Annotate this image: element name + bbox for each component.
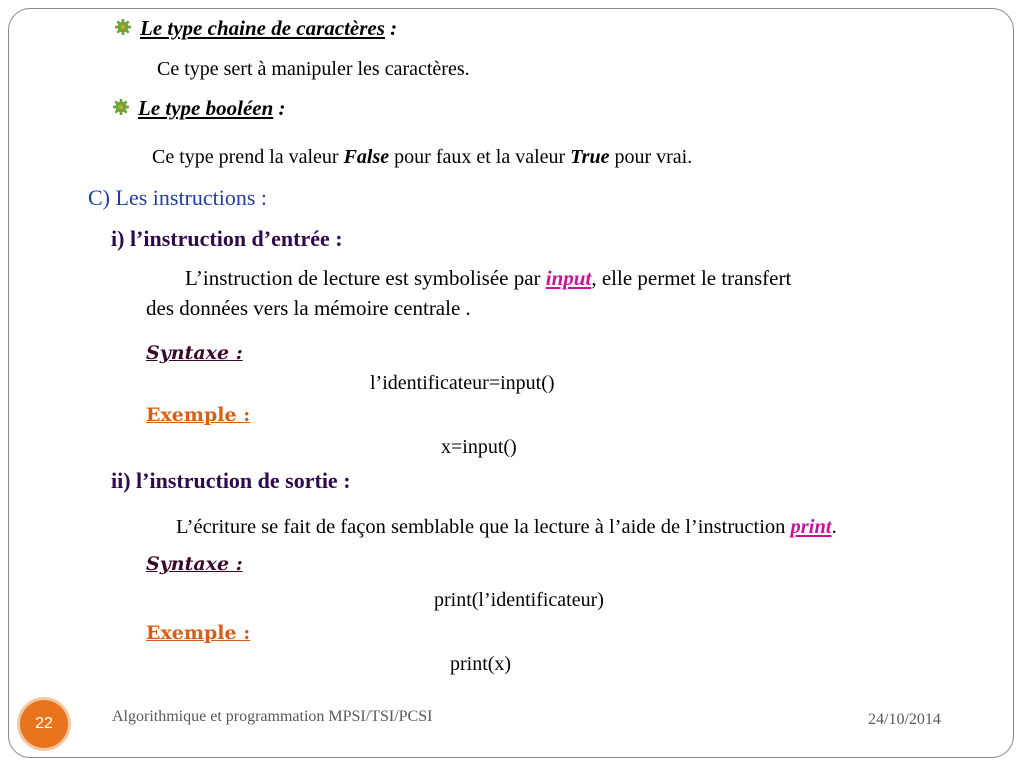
sortie-desc-part2: . bbox=[831, 516, 837, 538]
syntaxe-label-colon: : bbox=[229, 553, 243, 575]
type-booleen-desc bbox=[152, 145, 692, 169]
type-chaine-colon: : bbox=[384, 16, 398, 40]
type-booleen-colon: : bbox=[273, 96, 286, 120]
type-chaine-desc: Ce type sert à manipuler les caractères. bbox=[157, 58, 470, 80]
footer-course: Algorithmique et programmation MPSI/TSI/PCSI bbox=[112, 708, 433, 725]
sortie-exemple-code: print(x) bbox=[450, 653, 512, 675]
sortie-desc bbox=[176, 515, 837, 539]
gear-bullet-icon bbox=[112, 98, 130, 116]
slide-number-badge: 22 bbox=[20, 700, 68, 748]
syntaxe-label-colon: : bbox=[229, 342, 243, 364]
entree-syntaxe-code: l’identificateur=input() bbox=[370, 372, 555, 394]
type-booleen-heading bbox=[138, 96, 286, 120]
false-keyword: False bbox=[343, 146, 390, 168]
entree-exemple-label: Exemple : bbox=[146, 404, 251, 426]
booleen-desc-part3: pour vrai. bbox=[609, 146, 693, 168]
sortie-heading: ii) l’instruction de sortie : bbox=[111, 468, 351, 493]
type-chaine-title: Le type chaine de caractères bbox=[140, 16, 385, 40]
entree-desc-line2: des données vers la mémoire centrale . bbox=[146, 296, 471, 320]
booleen-desc-part1: Ce type prend la valeur bbox=[152, 146, 344, 168]
entree-heading: i) l’instruction d’entrée : bbox=[111, 226, 343, 251]
entree-desc-part2: , elle permet le transfert bbox=[591, 266, 792, 290]
type-chaine-heading bbox=[140, 16, 397, 40]
booleen-desc-part2: pour faux et la valeur bbox=[389, 146, 571, 168]
entree-desc-line1 bbox=[185, 266, 791, 290]
footer-date: 24/10/2014 bbox=[868, 711, 941, 728]
syntaxe-label-text: Syntaxe bbox=[146, 553, 230, 575]
type-booleen-title: Le type booléen bbox=[138, 96, 274, 120]
entree-exemple-code: x=input() bbox=[441, 436, 517, 458]
true-keyword: True bbox=[570, 146, 610, 168]
input-keyword: input bbox=[545, 266, 592, 290]
syntaxe-label-text: Syntaxe bbox=[146, 342, 230, 364]
sortie-syntaxe-label bbox=[146, 551, 243, 576]
print-keyword: print bbox=[790, 516, 832, 538]
instructions-heading: C) Les instructions : bbox=[88, 185, 268, 210]
sortie-syntaxe-code: print(l’identificateur) bbox=[434, 589, 604, 611]
sortie-desc-part1: L’écriture se fait de façon semblable que la lecture à l’aide de l’instruction bbox=[176, 516, 791, 538]
gear-bullet-icon bbox=[114, 18, 132, 36]
entree-desc-part1: L’instruction de lecture est symbolisée par bbox=[185, 266, 546, 290]
sortie-exemple-label: Exemple : bbox=[146, 622, 251, 644]
entree-syntaxe-label bbox=[146, 340, 243, 365]
